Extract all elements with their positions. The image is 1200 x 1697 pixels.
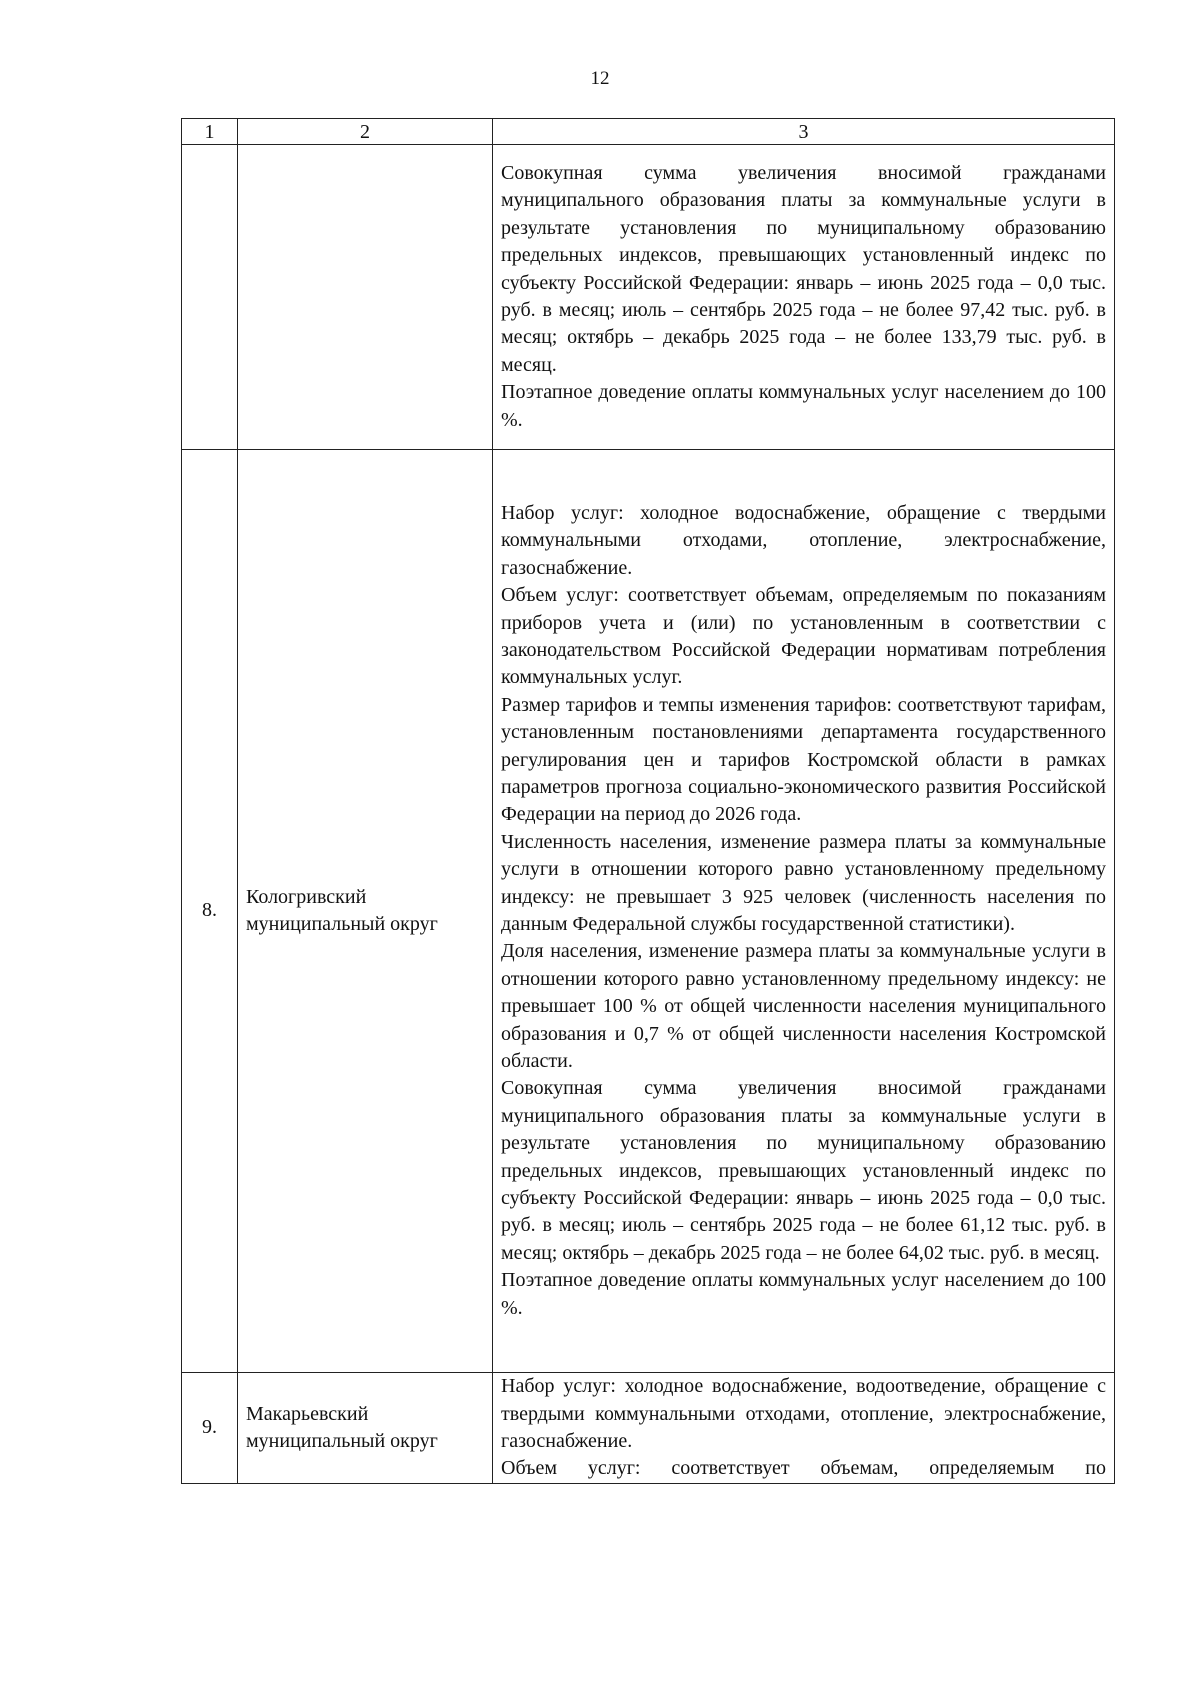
page-number: 12	[590, 68, 610, 89]
column-header-3: 3	[493, 119, 1115, 145]
row-number: 9.	[182, 1373, 238, 1484]
tariff-table	[181, 118, 1115, 1484]
column-header-1: 1	[182, 119, 238, 145]
paragraph: Объем услуг: соответствует объемам, определяемым по	[501, 1457, 1106, 1480]
row-number: 8.	[182, 450, 238, 1373]
row-description	[493, 145, 1115, 450]
paragraph: Набор услуг: холодное водоснабжение, водоотведение, обращение с твердыми коммунальными отходами, отопление, электроснабжение, газоснабжение.	[501, 1375, 1106, 1452]
municipality-name	[238, 450, 493, 1373]
table-row	[182, 145, 1115, 450]
paragraph: Поэтапное доведение оплаты коммунальных услуг населением до 100 %.	[501, 381, 1106, 431]
table-row	[182, 450, 1115, 1373]
paragraph: Набор услуг: холодное водоснабжение, обращение с твердыми коммунальными отходами, отопление, электроснабжение, газоснабжение.	[501, 501, 1106, 579]
paragraph: Объем услуг: соответствует объемам, определяемым по показаниям приборов учета и (или) по установленным в соответствии с законодательством Российской Федерации нормативам потребления коммунальных услуг.	[501, 584, 1106, 689]
paragraph: Совокупная сумма увеличения вносимой гражданами муниципального образования платы за коммунальные услуги в результате установления по муниципальному образованию предельных индексов, превышающих установленный индекс по субъекту Российской Федерации: январь – июнь 2025 года – 0,0 тыс. руб. в месяц; июль – сентябрь 2025 года – не более 61,12 тыс. руб. в месяц; октябрь – декабрь 2025 года – не более 64,02 тыс. руб. в месяц.	[501, 1077, 1106, 1264]
row-description	[493, 450, 1115, 1373]
municipality-name-line: муниципальный округ	[246, 913, 438, 935]
paragraph: Доля населения, изменение размера платы за коммунальные услуги в отношении которого равно установленному предельному индексу: не превышает 100 % от общей численности населения муниципального образования и 0,7 % от общей численности населения Костромской области.	[501, 940, 1106, 1073]
municipality-name	[238, 1373, 493, 1484]
table-row	[182, 1373, 1115, 1484]
table-header-row	[182, 119, 1115, 145]
row-description	[493, 1373, 1115, 1484]
row-number	[182, 145, 238, 450]
municipality-name	[238, 145, 493, 450]
municipality-name-line: Кологривский	[246, 885, 367, 908]
municipality-name-line: Макарьевский	[246, 1402, 369, 1425]
column-header-2: 2	[238, 119, 493, 145]
municipality-name-line: муниципальный округ	[246, 1430, 438, 1452]
paragraph: Размер тарифов и темпы изменения тарифов: соответствуют тарифам, установленным постановлениями департамента государственного регулирования цен и тарифов Костромской области в рамках параметров прогноза социально-экономического развития Российской Федерации на период до 2026 года.	[501, 693, 1106, 826]
paragraph: Совокупная сумма увеличения вносимой гражданами муниципального образования платы за коммунальные услуги в результате установления по муниципальному образованию предельных индексов, превышающих установленный индекс по субъекту Российской Федерации: январь – июнь 2025 года – 0,0 тыс. руб. в месяц; июль – сентябрь 2025 года – не более 97,42 тыс. руб. в месяц; октябрь – декабрь 2025 года – не более 133,79 тыс. руб. в месяц.	[501, 161, 1106, 376]
paragraph: Численность населения, изменение размера платы за коммунальные услуги в отношении которого равно установленному предельному индексу: не превышает 3 925 человек (численность населения по данным Федеральной службы государственной статистики).	[501, 830, 1106, 935]
paragraph: Поэтапное доведение оплаты коммунальных услуг населением до 100 %.	[501, 1269, 1106, 1319]
